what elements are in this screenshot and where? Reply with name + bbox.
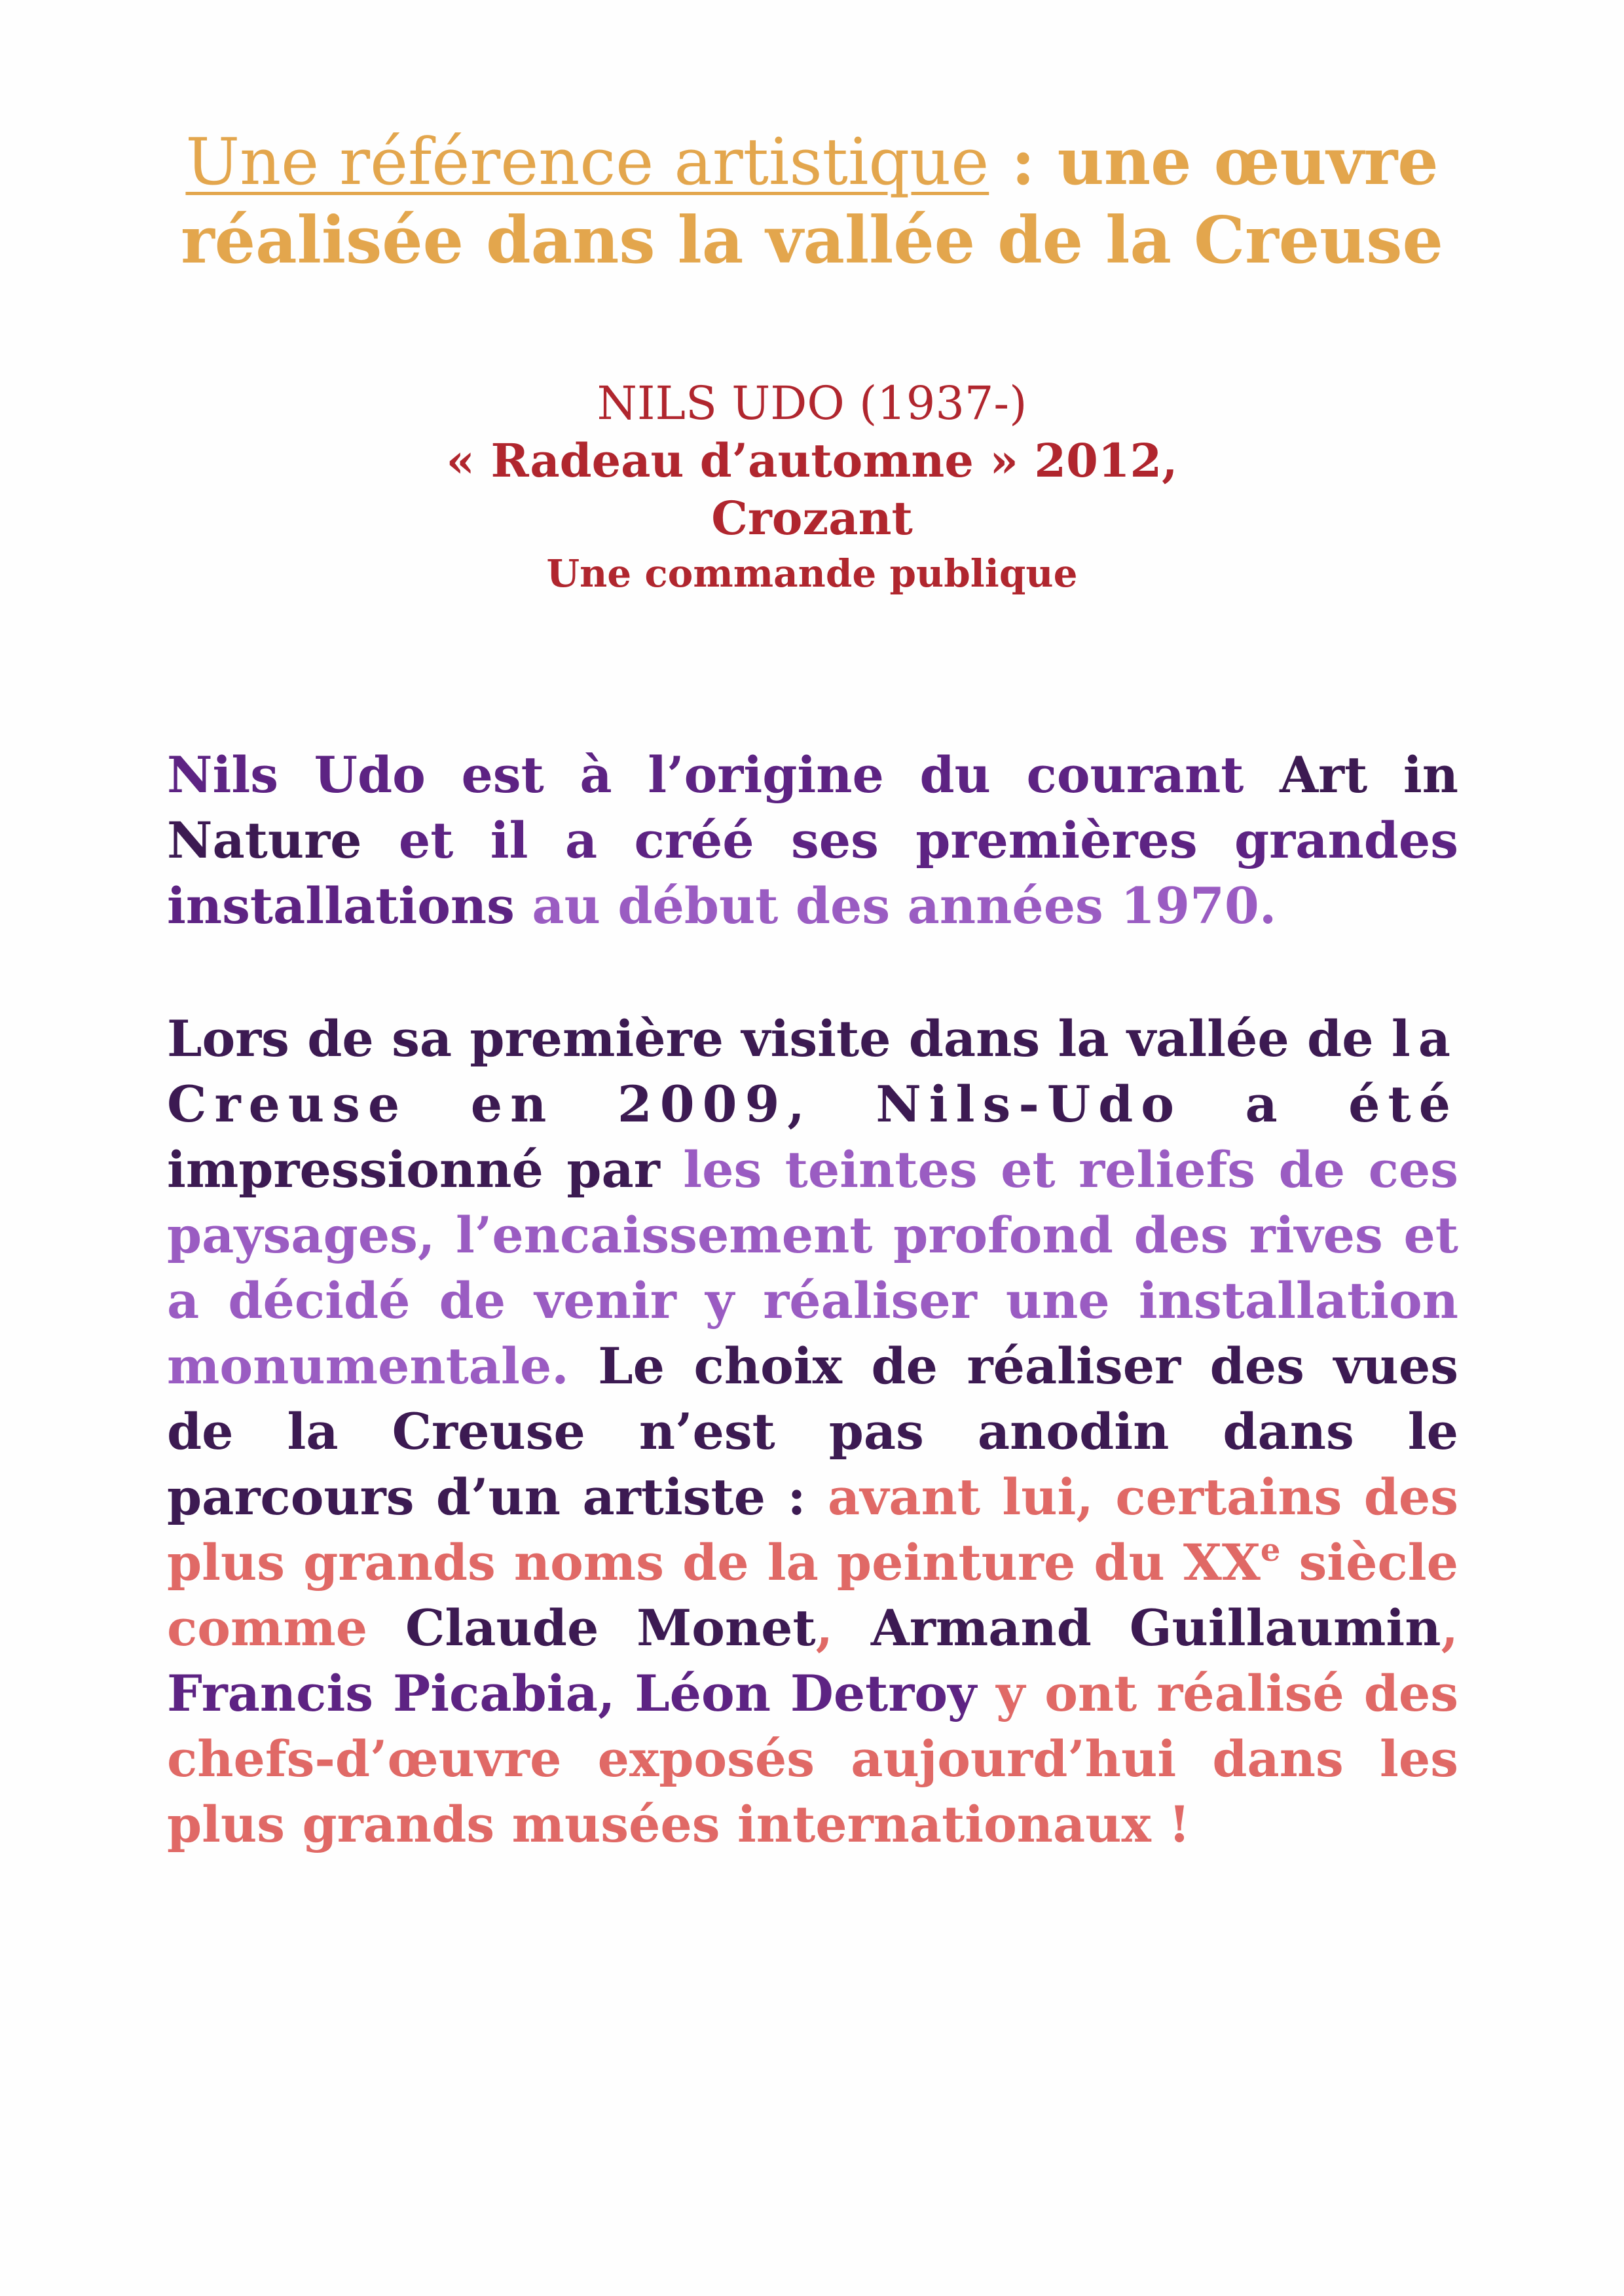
p1-segment-art-in-nature: Art in Nature xyxy=(167,746,1458,869)
title-line2: réalisée dans la vallée de la Creuse xyxy=(181,203,1443,278)
artwork-title: « Radeau d’automne » 2012, xyxy=(446,433,1178,488)
p2-segment-5: Le choix de réaliser des vues de la Creuse n’est pas anodin dans le parcours d’un artiste : xyxy=(167,1337,1458,1526)
artist-name: NILS UDO (1937-) xyxy=(597,376,1027,430)
title-underlined-part: Une référence artistique xyxy=(185,125,989,200)
p2-segment-1: Lors de sa première visite dans la vallée de xyxy=(167,1010,1392,1068)
p2-painter-guillaumin: Armand Guillaumin xyxy=(833,1599,1441,1657)
artwork-caption xyxy=(0,374,1624,600)
p2-painters-picabia-detroy: Francis Picabia, Léon Detroy xyxy=(167,1664,977,1722)
title-line1-rest: : une œuvre xyxy=(989,124,1439,200)
p2-segment-4: les teintes et reliefs de ces paysages, l’encaissement profond des rives et a décidé de venir y réaliser une installation monumentale. xyxy=(167,1140,1459,1395)
intro-paragraph xyxy=(167,742,1458,939)
creuse-paragraph xyxy=(167,1006,1458,1857)
p1-segment-1: Nils Udo est à l’origine du courant xyxy=(167,746,1280,804)
artwork-location: Crozant xyxy=(711,491,913,545)
page-title xyxy=(0,123,1624,280)
p2-century-superscript: e xyxy=(1260,1532,1281,1569)
p2-segment-3: impressionné par xyxy=(167,1140,684,1199)
p2-segment-2: la Creuse en 2009, Nils-Udo a été xyxy=(167,1010,1458,1133)
p2-segment-13: y ont réalisé des chefs-d’œuvre exposés aujourd’hui dans les plus grands musées internationaux ! xyxy=(167,1664,1458,1853)
p1-segment-3: et il a créé ses premières grandes installations xyxy=(167,811,1458,935)
p2-painter-monet: Claude Monet xyxy=(405,1599,816,1657)
artwork-commission: Une commande publique xyxy=(546,551,1078,596)
p2-segment-9: , xyxy=(815,1599,834,1657)
p2-segment-7: siècle comme xyxy=(167,1533,1458,1657)
p2-segment-11: , xyxy=(1441,1599,1458,1657)
p2-segment-6: avant lui, certains des plus grands noms de la peinture du XX xyxy=(167,1468,1458,1592)
p1-segment-4: au début des années 1970. xyxy=(514,877,1277,935)
